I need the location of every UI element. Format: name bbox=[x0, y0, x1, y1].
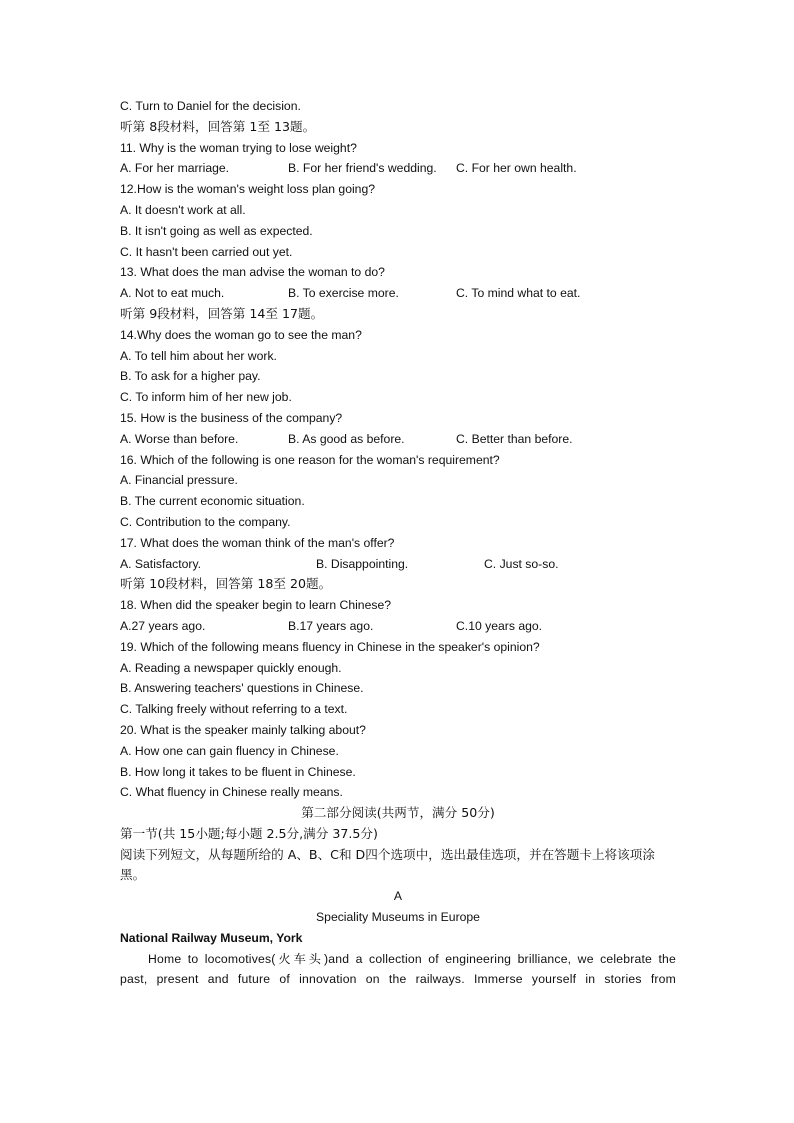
option-a: A. Worse than before. bbox=[120, 431, 239, 446]
question-14: 14.Why does the woman go to see the man? bbox=[120, 327, 362, 342]
listening-section-heading: 听第 9段材料，回答第 14至 17题。 bbox=[120, 305, 324, 321]
question-13: 13. What does the man advise the woman to do? bbox=[120, 265, 385, 280]
option-b: B. To ask for a higher pay. bbox=[120, 369, 261, 384]
question-18: 18. When did the speaker begin to learn Chinese? bbox=[120, 598, 392, 613]
passage-paragraph-line: Home to locomotives(火车头)and a collection of engineering brilliance, we celebrate the bbox=[148, 951, 676, 966]
option-a: A. It doesn't work at all. bbox=[120, 202, 246, 217]
option-a: A. Financial pressure. bbox=[120, 473, 238, 488]
option-c: C. To inform him of her new job. bbox=[120, 390, 292, 405]
listening-section-heading: 听第 8段材料，回答第 1至 13题。 bbox=[120, 118, 316, 134]
option-a: A. For her marriage. bbox=[120, 161, 230, 176]
part-two-heading: 第二部分阅读(共两节，满分 50分) bbox=[301, 805, 495, 821]
reading-instructions: 阅读下列短文，从每题所给的 A、B、C和 D四个选项中，选出最佳选项，并在答题卡上将该项涂黑。 bbox=[120, 846, 655, 883]
exam-page bbox=[120, 96, 676, 990]
passage-subheading: National Railway Museum, York bbox=[120, 930, 303, 945]
option-c: C. It hasn't been carried out yet. bbox=[120, 244, 293, 259]
option-b: B. How long it takes to be fluent in Chinese. bbox=[120, 764, 356, 779]
option-a: A. Satisfactory. bbox=[120, 556, 202, 571]
question-17: 17. What does the woman think of the man's offer? bbox=[120, 535, 395, 550]
option-c: C. To mind what to eat. bbox=[456, 286, 581, 301]
option-b: B. To exercise more. bbox=[288, 286, 399, 301]
option-c: C. For her own health. bbox=[456, 161, 577, 176]
question-20: 20. What is the speaker mainly talking about? bbox=[120, 722, 366, 737]
option-a: A. Not to eat much. bbox=[120, 286, 225, 301]
option-c: C. Just so-so. bbox=[484, 556, 559, 571]
question-12: 12.How is the woman's weight loss plan going? bbox=[120, 182, 376, 197]
question-13-options bbox=[120, 283, 676, 304]
question-16: 16. Which of the following is one reason for the woman's requirement? bbox=[120, 452, 500, 467]
option-line: C. Turn to Daniel for the decision. bbox=[120, 99, 301, 113]
option-b: B. For her friend's wedding. bbox=[288, 161, 437, 176]
option-b: B. Disappointing. bbox=[316, 556, 409, 571]
option-a: A.27 years ago. bbox=[120, 618, 206, 633]
option-b: B. Answering teachers' questions in Chinese. bbox=[120, 681, 364, 696]
option-b: B.17 years ago. bbox=[288, 618, 374, 633]
question-18-options bbox=[120, 616, 676, 637]
question-11-options bbox=[120, 158, 676, 179]
section-one-heading: 第一节(共 15小题;每小题 2.5分,满分 37.5分) bbox=[120, 825, 378, 841]
option-a: A. To tell him about her work. bbox=[120, 348, 277, 363]
option-b: B. It isn't going as well as expected. bbox=[120, 223, 313, 238]
option-c: C. Better than before. bbox=[456, 431, 573, 446]
passage-title: Speciality Museums in Europe bbox=[316, 910, 480, 925]
question-15-options bbox=[120, 429, 676, 450]
listening-section-heading: 听第 10段材料，回答第 18至 20题。 bbox=[120, 576, 332, 592]
option-c: C. Talking freely without referring to a text. bbox=[120, 702, 348, 717]
question-19: 19. Which of the following means fluency in Chinese in the speaker's opinion? bbox=[120, 639, 540, 654]
passage-paragraph-line: past, present and future of innovation on the railways. Immerse yourself in stories from bbox=[120, 972, 676, 987]
option-c: C.10 years ago. bbox=[456, 618, 543, 633]
option-c: C. Contribution to the company. bbox=[120, 514, 291, 529]
question-15: 15. How is the business of the company? bbox=[120, 410, 343, 425]
option-b: B. As good as before. bbox=[288, 431, 405, 446]
option-a: A. Reading a newspaper quickly enough. bbox=[120, 660, 342, 675]
option-b: B. The current economic situation. bbox=[120, 494, 305, 509]
question-11: 11. Why is the woman trying to lose weight? bbox=[120, 140, 357, 155]
passage-letter: A bbox=[393, 889, 403, 904]
option-a: A. How one can gain fluency in Chinese. bbox=[120, 743, 339, 758]
question-17-options bbox=[120, 554, 676, 575]
option-c: C. What fluency in Chinese really means. bbox=[120, 785, 343, 800]
